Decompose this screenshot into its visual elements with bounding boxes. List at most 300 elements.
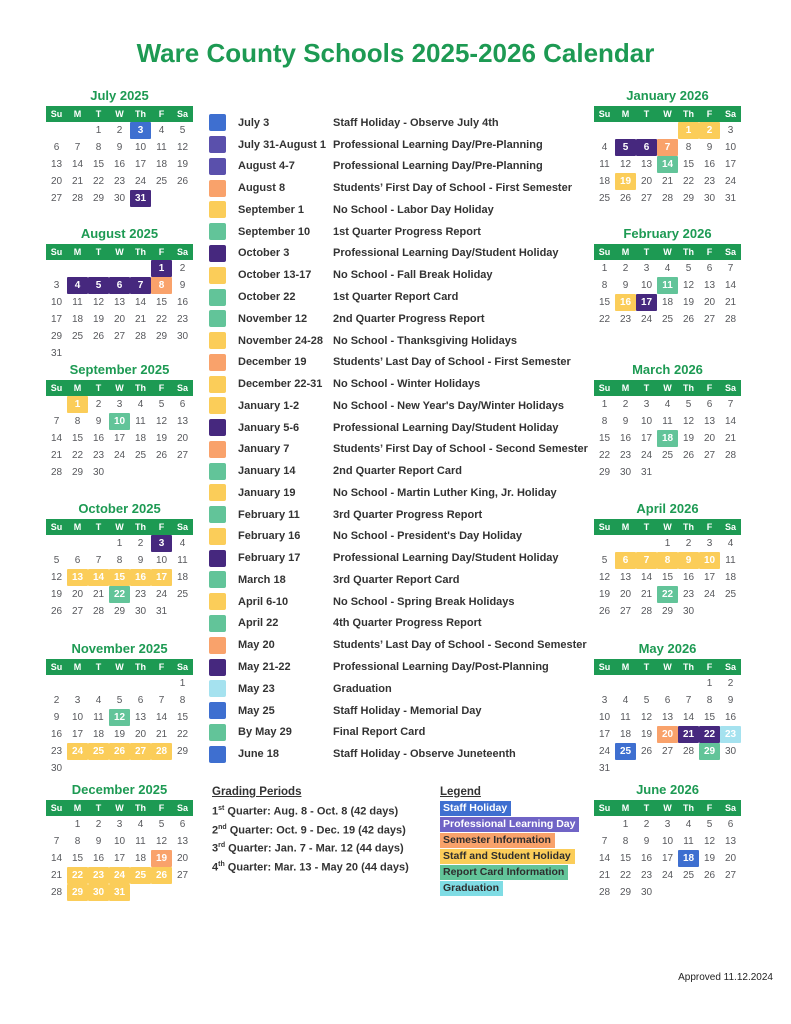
day-cell: 7 bbox=[727, 263, 734, 274]
day-cell: 17 bbox=[703, 572, 716, 583]
day-cell: 14 bbox=[657, 156, 678, 173]
weekday-label: T bbox=[95, 247, 102, 257]
day-cell: 30 bbox=[640, 887, 653, 898]
color-swatch bbox=[209, 441, 226, 458]
day-cell: 26 bbox=[109, 743, 130, 760]
day-cell: 28 bbox=[640, 606, 653, 617]
day-cell: 17 bbox=[640, 433, 653, 444]
day-cell: 22 bbox=[657, 586, 678, 603]
day-cell: 17 bbox=[134, 159, 147, 170]
day-cell bbox=[636, 760, 657, 777]
week-row bbox=[594, 552, 741, 569]
day-cell: 9 bbox=[95, 416, 102, 427]
weekday-label: M bbox=[73, 803, 82, 813]
event-date: May 20 bbox=[238, 639, 275, 652]
day-cell: 10 bbox=[50, 297, 63, 308]
event-row bbox=[209, 286, 594, 308]
day-cell: 27 bbox=[176, 450, 189, 461]
weekday-label: M bbox=[73, 522, 82, 532]
day-cell bbox=[88, 345, 109, 362]
event-row bbox=[209, 700, 594, 722]
event-description: Staff Holiday - Observe Juneteenth bbox=[333, 748, 516, 761]
day-cell: 8 bbox=[685, 142, 692, 153]
day-cell: 28 bbox=[50, 467, 63, 478]
day-cell bbox=[46, 675, 67, 692]
weekday-label: T bbox=[95, 522, 102, 532]
day-cell: 11 bbox=[683, 836, 694, 847]
day-cell: 17 bbox=[661, 853, 674, 864]
legend-badges bbox=[440, 801, 579, 896]
event-row bbox=[209, 438, 594, 460]
day-cell: 10 bbox=[640, 280, 653, 291]
color-swatch bbox=[209, 659, 226, 676]
day-cell: 10 bbox=[724, 142, 737, 153]
day-cell bbox=[172, 345, 193, 362]
week-row bbox=[46, 311, 193, 328]
day-cell: 3 bbox=[601, 695, 608, 706]
day-cell: 8 bbox=[151, 277, 172, 294]
day-cell: 27 bbox=[619, 606, 632, 617]
event-date: By May 29 bbox=[238, 726, 292, 739]
day-cell: 22 bbox=[619, 870, 632, 881]
week-row bbox=[594, 396, 741, 413]
day-cell bbox=[88, 760, 109, 777]
day-cell bbox=[130, 464, 151, 481]
day-cell bbox=[615, 675, 636, 692]
page-title: Ware County Schools 2025-2026 Calendar bbox=[136, 38, 655, 68]
day-cell: 29 bbox=[682, 193, 695, 204]
day-cell: 25 bbox=[71, 331, 84, 342]
day-cell bbox=[151, 190, 172, 207]
week-row bbox=[46, 345, 193, 362]
week-row bbox=[46, 294, 193, 311]
day-cell: 24 bbox=[155, 589, 168, 600]
color-swatch bbox=[209, 223, 226, 240]
weekday-label: Sa bbox=[724, 247, 736, 257]
day-cell: 5 bbox=[179, 125, 186, 136]
month-title: August 2025 bbox=[80, 226, 159, 241]
month-title: February 2026 bbox=[623, 226, 712, 241]
day-cell: 8 bbox=[601, 280, 608, 291]
day-cell: 19 bbox=[640, 729, 653, 740]
weekday-label: T bbox=[95, 803, 102, 813]
day-cell bbox=[678, 675, 699, 692]
day-cell: 14 bbox=[724, 416, 737, 427]
day-cell: 31 bbox=[724, 193, 737, 204]
event-row bbox=[209, 591, 594, 613]
weekday-label: F bbox=[158, 109, 165, 119]
day-cell bbox=[657, 464, 678, 481]
weekday-label: F bbox=[706, 109, 713, 119]
weekday-label: F bbox=[706, 522, 713, 532]
day-cell bbox=[657, 760, 678, 777]
day-cell: 26 bbox=[92, 331, 105, 342]
day-cell: 10 bbox=[134, 142, 147, 153]
month-calendar bbox=[46, 501, 193, 620]
day-cell: 20 bbox=[134, 729, 147, 740]
event-row bbox=[209, 656, 594, 678]
day-cell: 28 bbox=[724, 314, 737, 325]
day-cell: 6 bbox=[615, 552, 636, 569]
weekday-header-row bbox=[594, 244, 741, 260]
day-cell: 12 bbox=[155, 416, 168, 427]
weekday-header-row bbox=[46, 380, 193, 396]
weekday-label: F bbox=[706, 803, 713, 813]
day-cell bbox=[594, 816, 615, 833]
event-description: Students’ First Day of School - Second Semester bbox=[333, 443, 588, 456]
week-row bbox=[594, 156, 741, 173]
day-cell: 15 bbox=[71, 433, 84, 444]
day-cell: 29 bbox=[113, 606, 126, 617]
day-cell: 22 bbox=[598, 450, 611, 461]
day-cell: 3 bbox=[727, 125, 734, 136]
day-cell: 6 bbox=[727, 819, 734, 830]
day-cell: 21 bbox=[71, 176, 84, 187]
color-swatch bbox=[209, 180, 226, 197]
grading-period-text: Quarter: Jan. 7 - Mar. 12 (44 days) bbox=[225, 842, 404, 855]
color-swatch bbox=[209, 419, 226, 436]
day-cell: 12 bbox=[619, 159, 632, 170]
day-cell: 6 bbox=[179, 819, 186, 830]
day-cell: 7 bbox=[53, 836, 60, 847]
day-cell bbox=[67, 260, 88, 277]
day-cell bbox=[699, 884, 720, 901]
week-row bbox=[46, 586, 193, 603]
day-cell: 24 bbox=[661, 870, 674, 881]
day-cell: 5 bbox=[643, 695, 650, 706]
weekday-label: Th bbox=[683, 109, 694, 119]
day-cell: 1 bbox=[151, 260, 172, 277]
approved-note: Approved 11.12.2024 bbox=[678, 972, 773, 983]
day-cell: 27 bbox=[661, 746, 674, 757]
weekday-label: Th bbox=[683, 383, 694, 393]
day-cell: 30 bbox=[703, 193, 716, 204]
week-row bbox=[46, 535, 193, 552]
day-cell: 17 bbox=[113, 853, 126, 864]
day-cell: 16 bbox=[113, 159, 126, 170]
week-row bbox=[594, 760, 741, 777]
event-date: December 22-31 bbox=[238, 378, 323, 391]
event-row bbox=[209, 504, 594, 526]
weekday-label: W bbox=[115, 383, 124, 393]
day-cell bbox=[109, 260, 130, 277]
day-cell bbox=[657, 884, 678, 901]
day-cell: 6 bbox=[706, 263, 713, 274]
weekday-label: M bbox=[621, 109, 630, 119]
event-row bbox=[209, 264, 594, 286]
event-row bbox=[209, 678, 594, 700]
day-cell bbox=[130, 260, 151, 277]
day-cell: 23 bbox=[682, 589, 695, 600]
day-cell: 31 bbox=[130, 190, 151, 207]
day-cell bbox=[151, 345, 172, 362]
day-cell: 1 bbox=[116, 538, 123, 549]
month-calendar bbox=[46, 362, 193, 481]
weekday-label: F bbox=[158, 383, 165, 393]
day-cell: 21 bbox=[155, 729, 168, 740]
day-cell: 14 bbox=[640, 572, 653, 583]
event-date: January 7 bbox=[238, 443, 290, 456]
day-cell: 25 bbox=[88, 743, 109, 760]
day-cell: 8 bbox=[179, 695, 186, 706]
day-cell: 18 bbox=[678, 850, 699, 867]
week-row bbox=[594, 884, 741, 901]
day-cell: 28 bbox=[682, 746, 695, 757]
day-cell: 4 bbox=[664, 399, 671, 410]
event-description: Final Report Card bbox=[333, 726, 426, 739]
day-cell bbox=[172, 464, 193, 481]
day-cell: 30 bbox=[724, 746, 737, 757]
weekday-label: W bbox=[115, 109, 124, 119]
day-cell: 2 bbox=[137, 538, 144, 549]
day-cell bbox=[88, 260, 109, 277]
day-cell: 27 bbox=[640, 193, 653, 204]
grading-ordinal-suffix: th bbox=[218, 860, 225, 868]
week-row bbox=[594, 726, 741, 743]
event-row bbox=[209, 526, 594, 548]
event-row bbox=[209, 221, 594, 243]
day-cell: 29 bbox=[619, 887, 632, 898]
day-cell: 26 bbox=[598, 606, 611, 617]
event-date: May 23 bbox=[238, 682, 275, 695]
weekday-label: F bbox=[706, 383, 713, 393]
weekday-label: M bbox=[621, 662, 630, 672]
day-cell: 7 bbox=[636, 552, 657, 569]
day-cell bbox=[46, 816, 67, 833]
day-cell: 13 bbox=[703, 416, 716, 427]
weekday-label: F bbox=[706, 247, 713, 257]
day-cell: 5 bbox=[88, 277, 109, 294]
day-cell: 12 bbox=[109, 709, 130, 726]
color-swatch bbox=[209, 158, 226, 175]
day-cell: 28 bbox=[151, 743, 172, 760]
weekday-label: W bbox=[663, 247, 672, 257]
week-row bbox=[46, 413, 193, 430]
day-cell: 4 bbox=[137, 819, 144, 830]
weekday-label: T bbox=[95, 662, 102, 672]
day-cell bbox=[657, 675, 678, 692]
day-cell: 23 bbox=[88, 867, 109, 884]
legend-heading: Legend bbox=[440, 786, 481, 798]
weekday-label: F bbox=[158, 247, 165, 257]
day-cell: 28 bbox=[724, 450, 737, 461]
day-cell: 7 bbox=[657, 139, 678, 156]
week-row bbox=[594, 190, 741, 207]
event-row bbox=[209, 417, 594, 439]
weekday-label: W bbox=[663, 803, 672, 813]
day-cell: 1 bbox=[67, 396, 88, 413]
day-cell bbox=[720, 603, 741, 620]
grading-period-text: Quarter: Oct. 9 - Dec. 19 (42 days) bbox=[226, 824, 406, 837]
day-cell: 23 bbox=[134, 589, 147, 600]
day-cell: 29 bbox=[176, 746, 189, 757]
weekday-header-row bbox=[46, 519, 193, 535]
week-row bbox=[594, 464, 741, 481]
day-cell: 13 bbox=[67, 569, 88, 586]
week-row bbox=[594, 867, 741, 884]
day-cell: 12 bbox=[176, 142, 189, 153]
day-cell: 20 bbox=[71, 589, 84, 600]
day-cell: 14 bbox=[88, 569, 109, 586]
day-cell: 29 bbox=[50, 331, 63, 342]
day-cell: 5 bbox=[615, 139, 636, 156]
week-row bbox=[594, 833, 741, 850]
event-date: October 22 bbox=[238, 291, 296, 303]
day-cell: 25 bbox=[130, 867, 151, 884]
day-cell: 10 bbox=[113, 836, 126, 847]
day-cell: 31 bbox=[109, 884, 130, 901]
day-cell: 18 bbox=[71, 314, 84, 325]
day-cell: 24 bbox=[134, 176, 147, 187]
day-cell: 27 bbox=[130, 743, 151, 760]
day-cell: 13 bbox=[640, 159, 653, 170]
weekday-label: Su bbox=[598, 109, 611, 119]
day-cell: 29 bbox=[598, 467, 611, 478]
month-calendar bbox=[594, 226, 741, 328]
day-cell: 14 bbox=[50, 433, 63, 444]
legend-section bbox=[440, 786, 579, 897]
day-cell: 5 bbox=[158, 399, 165, 410]
day-cell bbox=[615, 760, 636, 777]
day-cell bbox=[46, 535, 67, 552]
week-row bbox=[594, 260, 741, 277]
day-cell: 3 bbox=[151, 535, 172, 552]
week-row bbox=[46, 850, 193, 867]
day-cell: 19 bbox=[682, 297, 695, 308]
event-description: No School - Spring Break Holidays bbox=[333, 595, 515, 608]
day-cell: 1 bbox=[179, 678, 186, 689]
month-title: June 2026 bbox=[636, 782, 699, 797]
day-cell: 23 bbox=[113, 176, 126, 187]
event-date: September 1 bbox=[238, 203, 305, 216]
weekday-label: Su bbox=[598, 247, 611, 257]
event-date: April 6-10 bbox=[238, 595, 289, 608]
color-swatch bbox=[209, 201, 226, 218]
day-cell: 15 bbox=[598, 297, 611, 308]
day-cell: 11 bbox=[662, 416, 673, 427]
event-row bbox=[209, 721, 594, 743]
weekday-label: Su bbox=[598, 803, 611, 813]
day-cell: 19 bbox=[50, 589, 63, 600]
day-cell: 28 bbox=[598, 887, 611, 898]
month-calendar bbox=[594, 782, 741, 901]
day-cell: 1 bbox=[706, 678, 713, 689]
event-description: Students’ Last Day of School - Second Semester bbox=[333, 639, 587, 652]
event-date: September 10 bbox=[238, 225, 311, 238]
month-title: November 2025 bbox=[71, 641, 168, 656]
day-cell bbox=[699, 603, 720, 620]
week-row bbox=[46, 569, 193, 586]
day-cell: 22 bbox=[699, 726, 720, 743]
day-cell: 25 bbox=[724, 589, 737, 600]
day-cell: 22 bbox=[92, 176, 105, 187]
weekday-header-row bbox=[46, 659, 193, 675]
day-cell bbox=[636, 675, 657, 692]
day-cell: 30 bbox=[50, 763, 63, 774]
day-cell: 11 bbox=[620, 712, 631, 723]
grading-period-line bbox=[212, 838, 409, 857]
week-row bbox=[46, 867, 193, 884]
weekday-label: W bbox=[663, 383, 672, 393]
grading-ordinal: 3 bbox=[212, 842, 219, 855]
event-description: No School - President's Day Holiday bbox=[333, 530, 523, 543]
day-cell: 9 bbox=[727, 695, 734, 706]
color-swatch bbox=[209, 289, 226, 306]
day-cell: 14 bbox=[50, 853, 63, 864]
day-cell: 15 bbox=[703, 712, 716, 723]
day-cell: 9 bbox=[622, 416, 629, 427]
day-cell: 8 bbox=[116, 555, 123, 566]
event-description: Staff Holiday - Observe July 4th bbox=[333, 116, 499, 129]
week-row bbox=[594, 122, 741, 139]
day-cell: 18 bbox=[657, 430, 678, 447]
weekday-label: Sa bbox=[176, 522, 188, 532]
day-cell: 28 bbox=[92, 606, 105, 617]
day-cell bbox=[657, 122, 678, 139]
legend-badge: Staff and Student Holiday bbox=[440, 849, 575, 864]
day-cell: 11 bbox=[72, 297, 83, 308]
day-cell: 4 bbox=[95, 695, 102, 706]
day-cell: 6 bbox=[636, 139, 657, 156]
grading-periods-lines bbox=[212, 801, 409, 876]
grading-period-line bbox=[212, 857, 409, 876]
day-cell: 12 bbox=[598, 572, 611, 583]
day-cell: 6 bbox=[706, 399, 713, 410]
weekday-label: W bbox=[115, 803, 124, 813]
day-cell: 2 bbox=[699, 122, 720, 139]
day-cell: 19 bbox=[155, 433, 168, 444]
event-row bbox=[209, 112, 594, 134]
event-row bbox=[209, 569, 594, 591]
day-cell: 14 bbox=[134, 297, 147, 308]
day-cell: 13 bbox=[724, 836, 737, 847]
day-cell bbox=[46, 122, 67, 139]
day-cell: 3 bbox=[116, 819, 123, 830]
event-date: June 18 bbox=[238, 748, 279, 761]
day-cell bbox=[594, 535, 615, 552]
week-row bbox=[46, 430, 193, 447]
day-cell: 25 bbox=[176, 589, 189, 600]
day-cell: 5 bbox=[158, 819, 165, 830]
event-date: October 13-17 bbox=[238, 269, 312, 282]
color-swatch bbox=[209, 702, 226, 719]
day-cell: 22 bbox=[682, 176, 695, 187]
week-row bbox=[594, 603, 741, 620]
day-cell: 6 bbox=[179, 399, 186, 410]
day-cell: 27 bbox=[703, 450, 716, 461]
month-title: March 2026 bbox=[632, 362, 703, 377]
event-date: August 8 bbox=[238, 182, 286, 195]
day-cell: 26 bbox=[703, 870, 716, 881]
day-cell bbox=[615, 535, 636, 552]
day-cell bbox=[615, 122, 636, 139]
day-cell: 24 bbox=[703, 589, 716, 600]
day-cell: 27 bbox=[176, 870, 189, 881]
day-cell: 4 bbox=[727, 538, 734, 549]
color-swatch bbox=[209, 484, 226, 501]
weekday-label: T bbox=[643, 662, 650, 672]
day-cell: 11 bbox=[599, 159, 610, 170]
day-cell: 15 bbox=[619, 853, 632, 864]
week-row bbox=[46, 603, 193, 620]
color-swatch bbox=[209, 245, 226, 262]
week-row bbox=[594, 850, 741, 867]
weekday-label: Su bbox=[50, 383, 63, 393]
day-cell bbox=[172, 190, 193, 207]
day-cell: 3 bbox=[643, 399, 650, 410]
day-cell: 21 bbox=[661, 176, 674, 187]
day-cell: 19 bbox=[113, 729, 126, 740]
